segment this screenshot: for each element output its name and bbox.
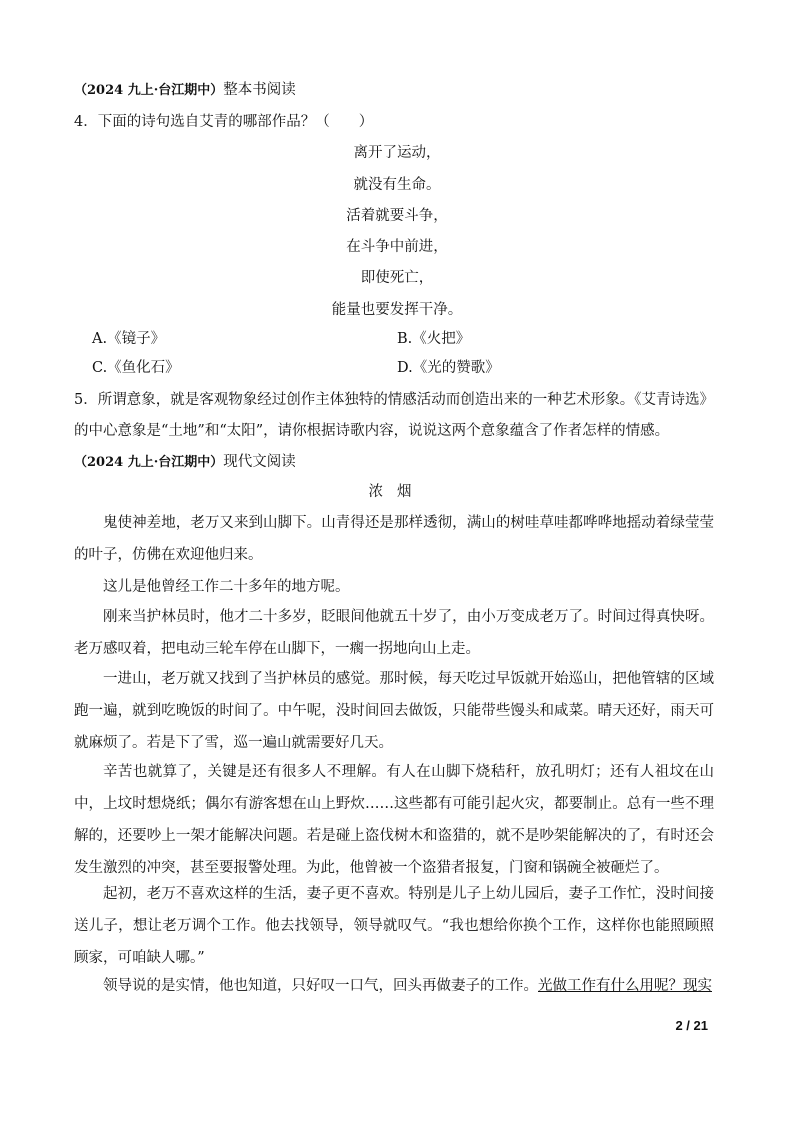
article-paragraph: 刚来当护林员时，他才二十多岁，眨眼间他就五十岁了，由小万变成老万了。时间过得真快呀。老万感叹着，把电动三轮车停在山脚下，一瘸一拐地向山上走。 xyxy=(74,609,714,657)
article-paragraph: 辛苦也就算了，关键是还有很多人不理解。有人在山脚下烧秸秆，放孔明灯；还有人祖坟在山中，上坟时想烧纸；偶尔有游客想在山上野炊……这些都有可能引起火灾，都要制止。总有一些不理解的，还要吵上一架才能解决问题。若是碰上盗伐树木和盗猎的，就不是吵架能解决的了，有时还会发生激烈的冲突，甚至要报警处理。为此，他曾被一个盗猎者报复，门窗和锅碗全被砸烂了。 xyxy=(74,764,714,876)
poem-line: 活着就要斗争， xyxy=(346,208,448,224)
article-paragraph: 这儿是他曾经工作二十多年的地方呢。 xyxy=(103,579,350,595)
poem-line: 即使死亡， xyxy=(360,270,434,286)
article-paragraph xyxy=(74,970,714,1002)
section-header xyxy=(74,80,296,101)
poem-line: 就没有生命。 xyxy=(353,177,441,193)
underlined-sentence: 光做工作有什么用呢？现实 xyxy=(538,978,712,994)
page-number: 2 / 21 xyxy=(675,1018,708,1033)
paragraph-text: 领导说的是实情，他也知道，只好叹一口气，回头再做妻子的工作。 xyxy=(103,978,538,994)
option-b[interactable]: B.《火把》 xyxy=(397,331,471,347)
question-4-stem: 4．下面的诗句选自艾青的哪部作品？（ ） xyxy=(74,114,374,130)
poem-line: 能量也要发挥干净。 xyxy=(331,302,463,318)
article-title: 浓烟 xyxy=(368,484,426,500)
section-type: 现代文阅读 xyxy=(223,454,296,470)
option-d[interactable]: D.《光的赞歌》 xyxy=(397,360,500,376)
section-type: 整本书阅读 xyxy=(223,82,296,98)
question-5-line: 5．所谓意象，就是客观物象经过创作主体独特的情感活动而创造出来的一种艺术形象。《艾青诗选》 xyxy=(74,392,714,408)
article-paragraph: 一进山，老万就又找到了当护林员的感觉。那时候，每天吃过早饭就开始巡山，把他管辖的区域跑一遍，就到吃晚饭的时间了。中午呢，没时间回去做饭，只能带些馒头和咸菜。晴天还好，雨天可就麻烦了。若是下了雪，巡一遍山就需要好几天。 xyxy=(74,671,714,751)
source-label: （2024 九上·台江期中） xyxy=(74,455,224,470)
section-header xyxy=(74,452,296,473)
article-paragraph: 起初，老万不喜欢这样的生活，妻子更不喜欢。特别是儿子上幼儿园后，妻子工作忙，没时间接送儿子，想让老万调个工作。他去找领导，领导就叹气。“我也想给你换个工作，这样你也能照顾照顾家，可咱缺人哪。” xyxy=(74,886,714,966)
poem-line: 在斗争中前进， xyxy=(346,239,448,255)
source-label: （2024 九上·台江期中） xyxy=(74,83,224,98)
poem-line: 离开了运动， xyxy=(353,145,441,161)
question-5-line: 的中心意象是“土地”和“太阳”，请你根据诗歌内容，说说这两个意象蕴含了作者怎样的情感。 xyxy=(74,423,670,439)
article-paragraph: 鬼使神差地，老万又来到山脚下。山青得还是那样透彻，满山的树哇草哇都哗哗地摇动着绿莹莹的叶子，仿佛在欢迎他归来。 xyxy=(74,515,714,563)
option-a[interactable]: A.《镜子》 xyxy=(92,331,166,347)
option-c[interactable]: C.《鱼化石》 xyxy=(92,360,180,376)
